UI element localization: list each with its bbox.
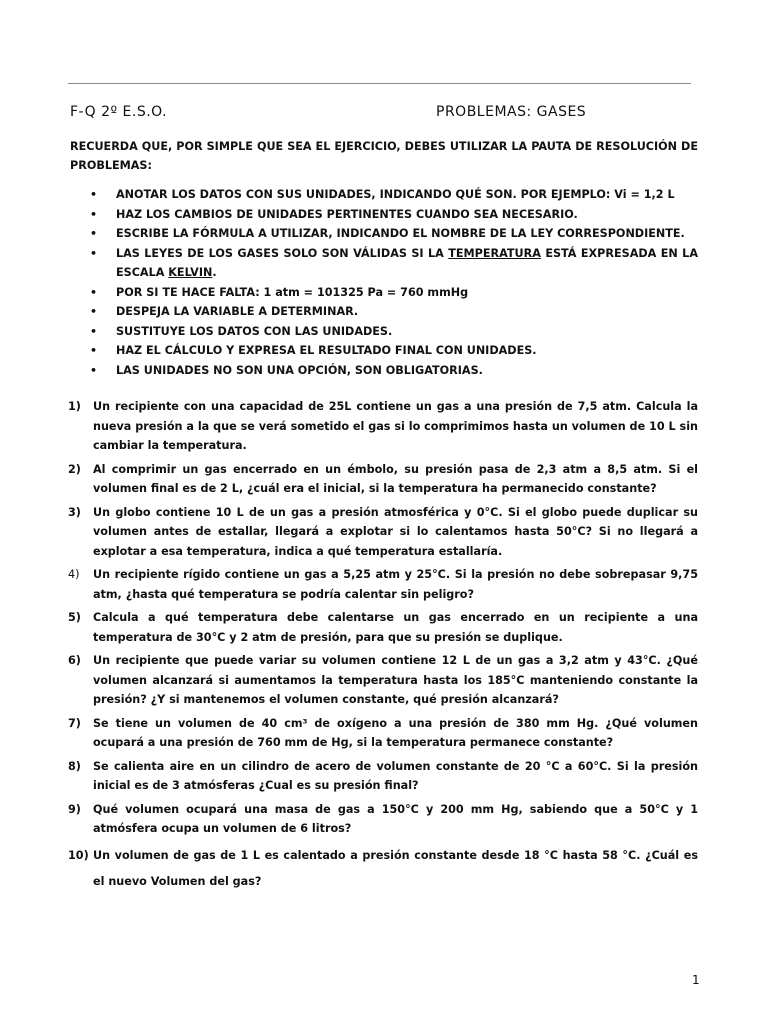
course-label: F-Q 2º E.S.O. xyxy=(70,104,168,120)
problem-text: Calcula a qué temperatura debe calentarse un gas encerrado en un recipiente a una temperatura de 30°C y 2 atm de presión, para que su presión se duplique. xyxy=(93,611,698,644)
problem-text: Al comprimir un gas encerrado en un émbolo, su presión pasa de 2,3 atm a 8,5 atm. Si el volumen final es de 2 L, ¿cuál era el inicial, si la temperatura ha permanecido constante? xyxy=(93,462,698,495)
problem-item xyxy=(68,651,698,710)
problem-item xyxy=(68,460,698,499)
bullet-icon: • xyxy=(90,285,98,299)
bullet-icon: • xyxy=(90,246,98,260)
problem-item xyxy=(68,714,698,753)
rule-text-mid: ESTÁ EXPRESADA EN LA ESCALA xyxy=(116,246,698,279)
problem-text: Un volumen de gas de 1 L es calentado a presión constante desde 18 °C hasta 58 °C. ¿Cuál es el nuevo Volumen del gas? xyxy=(93,848,698,888)
problem-item xyxy=(68,397,698,456)
problem-text: Qué volumen ocupará una masa de gas a 150°C y 200 mm Hg, sabiendo que a 50°C y 1 atmósfera ocupa un volumen de 6 litros? xyxy=(93,802,698,835)
rule-item xyxy=(90,224,698,244)
bullet-icon: • xyxy=(90,188,98,201)
bullet-icon: • xyxy=(90,207,98,221)
rule-item xyxy=(90,283,698,303)
worksheet-title: PROBLEMAS: GASES xyxy=(436,104,587,120)
rule-item xyxy=(90,322,698,342)
rule-item xyxy=(90,341,698,361)
rule-text: HAZ EL CÁLCULO Y EXPRESA EL RESULTADO FINAL CON UNIDADES. xyxy=(116,344,537,357)
header-rule xyxy=(68,83,691,84)
problem-text: Se tiene un volumen de 40 cm³ de oxígeno a una presión de 380 mm Hg. ¿Qué volumen ocupará a una presión de 760 mm de Hg, si la temperatura permanece constante? xyxy=(93,716,698,749)
resolution-steps-list xyxy=(90,185,698,380)
rule-text: LAS UNIDADES NO SON UNA OPCIÓN, SON OBLIGATORIAS. xyxy=(116,363,483,377)
problem-text: Un globo contiene 10 L de un gas a presión atmosférica y 0°C. Si el globo puede duplicar su volumen antes de estallar, llegará a explotar si lo calentamos hasta 50°C? Si no llegará a explotar a esa temperatura, indica a qué temperatura estallaría. xyxy=(93,505,698,558)
problem-item xyxy=(68,843,698,895)
bullet-icon: • xyxy=(90,324,98,338)
rule-text-pre: LAS LEYES DE LOS GASES SOLO SON VÁLIDAS SI LA xyxy=(116,246,449,260)
problem-number: 2) xyxy=(68,462,81,476)
rule-text: ESCRIBE LA FÓRMULA A UTILIZAR, INDICANDO EL NOMBRE DE LA LEY CORRESPONDIENTE. xyxy=(116,227,685,240)
rule-item xyxy=(90,244,698,283)
bullet-icon: • xyxy=(90,363,98,377)
bullet-icon: • xyxy=(90,305,98,318)
page-number: 1 xyxy=(692,973,700,987)
problem-number: 5) xyxy=(68,611,81,624)
problem-text: Un recipiente que puede variar su volumen contiene 12 L de un gas a 3,2 atm y 43°C. ¿Qué volumen alcanzará si aumentamos la temperatura hasta los 185°C manteniendo constante la presión? ¿Y si mantenemos el volumen constante, qué presión alcanzará? xyxy=(93,654,698,706)
rule-text: HAZ LOS CAMBIOS DE UNIDADES PERTINENTES CUANDO SEA NECESARIO. xyxy=(116,207,578,221)
rule-text: DESPEJA LA VARIABLE A DETERMINAR. xyxy=(116,305,359,318)
rule-item xyxy=(90,205,698,225)
problem-text: Un recipiente con una capacidad de 25L contiene un gas a una presión de 7,5 atm. Calcula la nueva presión a la que se verá sometido el gas si lo comprimimos hasta un volumen de 10 L sin cambiar la temperatura. xyxy=(93,400,698,452)
problem-item xyxy=(68,503,698,562)
problem-item xyxy=(68,565,698,604)
problem-text: Un recipiente rígido contiene un gas a 5,25 atm y 25°C. Si la presión no debe sobrepasar 9,75 atm, ¿hasta qué temperatura se podría calentar sin peligro? xyxy=(93,568,698,601)
bullet-icon: • xyxy=(90,227,98,240)
problem-item xyxy=(68,800,698,839)
bullet-icon: • xyxy=(90,344,98,357)
rule-text: ANOTAR LOS DATOS CON SUS UNIDADES, INDICANDO QUÉ SON. POR EJEMPLO: Vi = 1,2 L xyxy=(116,188,675,201)
rule-item xyxy=(90,302,698,322)
problem-number: 1) xyxy=(68,400,81,413)
problem-number: 9) xyxy=(68,802,81,816)
rule-text-post: . xyxy=(212,266,217,279)
rule-text: SUSTITUYE LOS DATOS CON LAS UNIDADES. xyxy=(116,324,393,338)
problem-item xyxy=(68,757,698,796)
problem-list xyxy=(68,397,698,899)
problem-item xyxy=(68,608,698,647)
problem-number: 6) xyxy=(68,654,81,667)
rule-item xyxy=(90,361,698,381)
problem-number: 3) xyxy=(68,505,81,519)
keyword-temperatura: TEMPERATURA xyxy=(448,246,541,260)
keyword-kelvin: KELVIN xyxy=(168,266,213,279)
rule-text: POR SI TE HACE FALTA: 1 atm = 101325 Pa = 760 mmHg xyxy=(116,285,469,299)
rule-item xyxy=(90,185,698,205)
problem-text: Se calienta aire en un cilindro de acero de volumen constante de 20 °C a 60°C. Si la presión inicial es de 3 atmósferas ¿Cual es su presión final? xyxy=(93,759,698,792)
problem-number: 8) xyxy=(68,759,81,773)
intro-paragraph: RECUERDA QUE, POR SIMPLE QUE SEA EL EJERCICIO, DEBES UTILIZAR LA PAUTA DE RESOLUCIÓN DE PROBLEMAS: xyxy=(70,140,698,172)
problem-number: 4) xyxy=(68,568,80,581)
problem-number: 7) xyxy=(68,716,81,730)
problem-number: 10) xyxy=(68,848,89,862)
